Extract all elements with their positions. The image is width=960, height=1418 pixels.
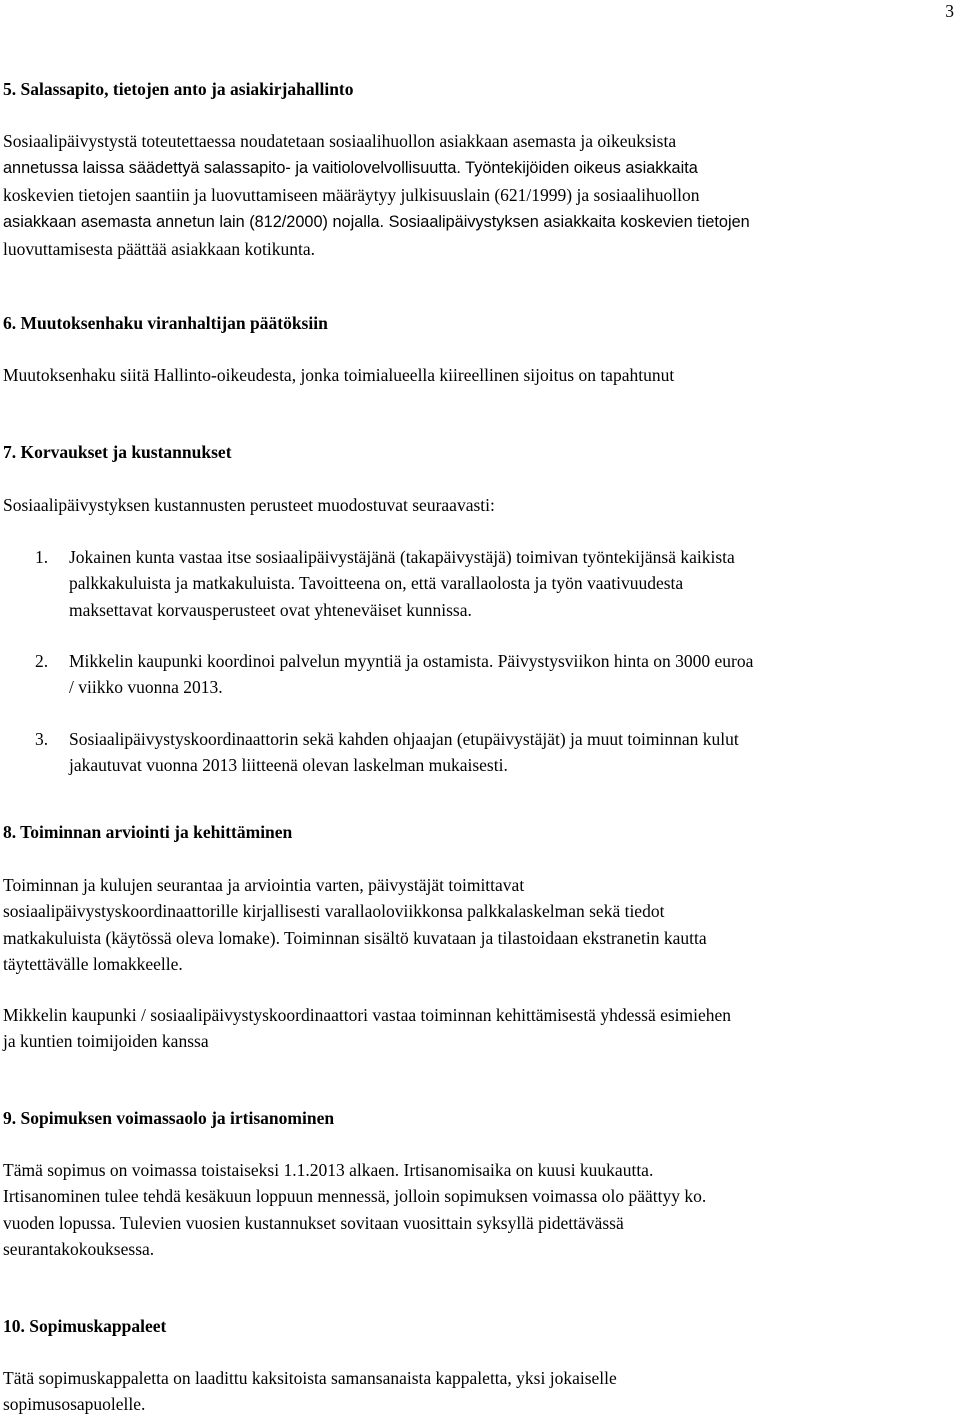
section-5-heading-block bbox=[3, 78, 953, 100]
list-item-line: Jokainen kunta vastaa itse sosiaalipäivystäjänä (takapäivystäjä) toimivan työntekijänsä kaikista bbox=[69, 547, 735, 567]
section-8-p1-line-2: sosiaalipäivystyskoordinaattorille kirjallisesti varallaoloviikkonsa palkkalaskelman sekä tiedot bbox=[3, 901, 665, 922]
section-7-heading: 7. Korvaukset ja kustannukset bbox=[3, 442, 232, 462]
section-9-line-2: Irtisanominen tulee tehdä kesäkuun loppuun mennessä, jolloin sopimuksen voimassa olo päättyy ko. bbox=[3, 1186, 707, 1207]
section-5-paragraph bbox=[3, 128, 953, 262]
section-6-paragraph bbox=[3, 362, 953, 388]
section-7-intro bbox=[3, 492, 953, 518]
section-10-heading: 10. Sopimuskappaleet bbox=[3, 1316, 167, 1336]
section-6-heading-block bbox=[3, 312, 953, 334]
section-5-line-1: Sosiaalipäivystystä toteutettaessa noudatetaan sosiaalihuollon asiakkaan asemasta ja oikeuksista bbox=[3, 131, 677, 151]
section-7-list-item-1 bbox=[35, 544, 955, 623]
list-item-line: Mikkelin kaupunki koordinoi palvelun myyntiä ja ostamista. Päivystysviikon hinta on 3000 euroa bbox=[69, 651, 754, 671]
list-item-line: Sosiaalipäivystyskoordinaattorin sekä kahden ohjaajan (etupäivystäjät) ja muut toiminnan kulut bbox=[69, 729, 739, 749]
section-7-list-item-3 bbox=[35, 726, 955, 779]
section-9-heading: 9. Sopimuksen voimassaolo ja irtisanominen bbox=[3, 1108, 335, 1128]
list-item-line: jakautuvat vuonna 2013 liitteenä olevan laskelman mukaisesti. bbox=[69, 755, 508, 776]
page-number: 3 bbox=[945, 1, 954, 21]
section-7-intro-text: Sosiaalipäivystyksen kustannusten perusteet muodostuvat seuraavasti: bbox=[3, 495, 495, 515]
section-9-paragraph bbox=[3, 1157, 953, 1263]
section-8-p1-line-1: Toiminnan ja kulujen seurantaa ja arviointia varten, päivystäjät toimittavat bbox=[3, 875, 525, 895]
section-8-p2-line-1: Mikkelin kaupunki / sosiaalipäivystyskoordinaattori vastaa toiminnan kehittämisestä yhdessä esimiehen bbox=[3, 1005, 732, 1025]
list-item-line: maksettavat korvausperusteet ovat yhteneväiset kunnissa. bbox=[69, 599, 472, 620]
list-item-line: / viikko vuonna 2013. bbox=[69, 677, 223, 698]
section-8-paragraph-2 bbox=[3, 1002, 953, 1055]
section-5-line-4 bbox=[3, 208, 953, 235]
section-8-heading-block bbox=[3, 821, 953, 843]
section-5-line-2a: annetussa laissa säädettyä salassapito- ja vaitiolovelvollisuutta. bbox=[3, 159, 461, 178]
section-10-line-1: Tätä sopimuskappaletta on laadittu kaksitoista samansanaista kappaletta, yksi jokaiselle bbox=[3, 1368, 617, 1388]
section-5-line-4a: asiakkaan asemasta annetun lain (812/2000) nojalla. bbox=[3, 213, 385, 232]
section-10-heading-block bbox=[3, 1315, 953, 1337]
section-5-line-3: koskevien tietojen saantiin ja luovuttamiseen määräytyy julkisuuslain (621/1999) ja sosiaalihuollon bbox=[3, 184, 700, 205]
section-8-paragraph-1 bbox=[3, 872, 953, 978]
section-5-line-2 bbox=[3, 154, 953, 181]
section-9-heading-block bbox=[3, 1107, 953, 1129]
list-item-number: 1. bbox=[35, 547, 49, 567]
section-7-heading-block bbox=[3, 441, 953, 463]
section-7-list-item-2 bbox=[35, 648, 955, 701]
section-8-p1-line-3: matkakuluista (käytössä oleva lomake). Toiminnan sisältö kuvataan ja tilastoidaan ekstranetin kautta bbox=[3, 927, 707, 948]
section-9-line-3: vuoden lopussa. Tulevien vuosien kustannukset sovitaan vuosittain syksyllä pidettävässä bbox=[3, 1212, 624, 1233]
section-9-line-4: seurantakokouksessa. bbox=[3, 1239, 155, 1260]
section-5-line-5: luovuttamisesta päättää asiakkaan kotikunta. bbox=[3, 238, 315, 259]
section-5-line-4b: Sosiaalipäivystyksen asiakkaita koskevien tietojen bbox=[384, 213, 750, 232]
list-item-number: 3. bbox=[35, 729, 49, 749]
section-10-line-2: sopimusosapuolelle. bbox=[3, 1394, 146, 1415]
section-10-paragraph bbox=[3, 1365, 953, 1418]
section-5-heading: 5. Salassapito, tietojen anto ja asiakirjahallinto bbox=[3, 79, 354, 99]
section-5-line-2b: Työntekijöiden oikeus asiakkaita bbox=[460, 159, 698, 178]
section-6-heading: 6. Muutoksenhaku viranhaltijan päätöksiin bbox=[3, 313, 328, 333]
section-9-line-1: Tämä sopimus on voimassa toistaiseksi 1.1.2013 alkaen. Irtisanomisaika on kuusi kuukautta. bbox=[3, 1160, 654, 1180]
section-8-p2-line-2: ja kuntien toimijoiden kanssa bbox=[3, 1031, 209, 1052]
list-item-line: palkkakuluista ja matkakuluista. Tavoitteena on, että varallaolosta ja työn vaativuudesta bbox=[69, 573, 684, 594]
section-6-text: Muutoksenhaku siitä Hallinto-oikeudesta, jonka toimialueella kiireellinen sijoitus on tapahtunut bbox=[3, 365, 675, 385]
section-8-heading: 8. Toiminnan arviointi ja kehittäminen bbox=[3, 822, 293, 842]
section-8-p1-line-4: täytettävälle lomakkeelle. bbox=[3, 954, 183, 975]
list-item-number: 2. bbox=[35, 651, 49, 671]
